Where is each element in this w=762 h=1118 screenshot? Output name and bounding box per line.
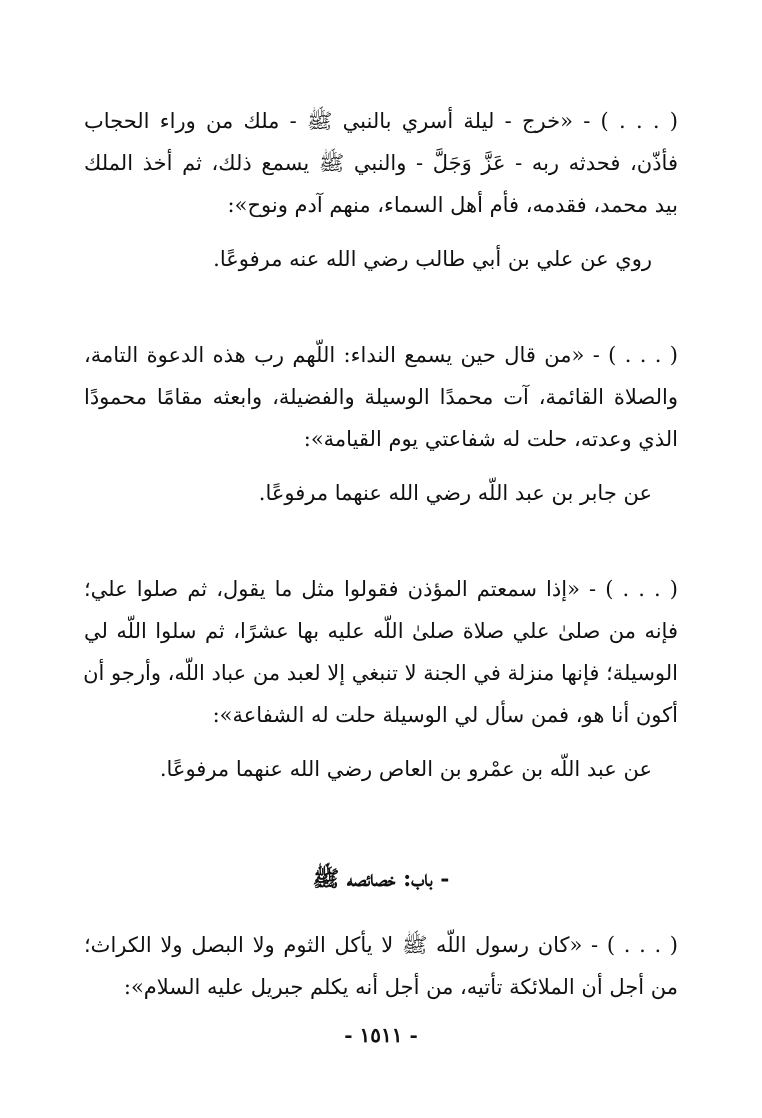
hadith-4-line-1: ( . . . ) - «كان رسول اللّه ﷺ لا يأكل الثوم ولا البصل ولا الكراث؛: [84, 933, 678, 957]
hadith-2-line-3: الذي وعدته، حلت له شفاعتي يوم القيامة»:: [303, 427, 678, 451]
hadith-3-line-1: ( . . . ) - «إذا سمعتم المؤذن فقولوا مثل ما يقول، ثم صلوا علي؛: [84, 577, 678, 601]
hadith-2-narrator: عن جابر بن عبد اللّه رضي الله عنهما مرفوعًا.: [258, 481, 652, 505]
hadith-3-narrator: عن عبد اللّه بن عمْرو بن العاص رضي الله عنهما مرفوعًا.: [159, 757, 652, 781]
hadith-1-line-2: فأذّن، فحدثه ربه - عَزَّ وَجَلَّ - والنبي ﷺ يسمع ذلك، ثم أخذ الملك: [84, 151, 678, 175]
hadith-1-narrator: روي عن علي بن أبي طالب رضي الله عنه مرفوعًا.: [213, 247, 652, 271]
section-heading: - باب: خصائصه ﷺ: [312, 866, 450, 892]
hadith-3-line-2: فإنه من صلىٰ علي صلاة صلىٰ اللّه عليه بها عشرًا، ثم سلوا اللّه لي: [84, 619, 678, 643]
hadith-3-line-4: أكون أنا هو، فمن سأل لي الوسيلة حلت له الشفاعة»:: [212, 703, 678, 727]
hadith-2-line-1: ( . . . ) - «من قال حين يسمع النداء: اللّهم رب هذه الدعوة التامة،: [84, 343, 678, 367]
hadith-1-line-3: بيد محمد، فقدمه، فأم أهل السماء، منهم آدم ونوح»:: [227, 193, 678, 217]
hadith-2-line-2: والصلاة القائمة، آت محمدًا الوسيلة والفضيلة، وابعثه مقامًا محمودًا: [84, 385, 678, 409]
hadith-4-line-2: من أجل أن الملائكة تأتيه، من أجل أنه يكلم جبريل عليه السلام»:: [123, 975, 678, 999]
page-number: - ١٥١١ -: [344, 1023, 418, 1047]
hadith-1-line-1: ( . . . ) - «خرج - ليلة أسري بالنبي ﷺ - ملك من وراء الحجاب: [84, 109, 678, 133]
hadith-3-line-3: الوسيلة؛ فإنها منزلة في الجنة لا تنبغي إلا لعبد من عباد اللّه، وأرجو أن: [83, 661, 678, 685]
